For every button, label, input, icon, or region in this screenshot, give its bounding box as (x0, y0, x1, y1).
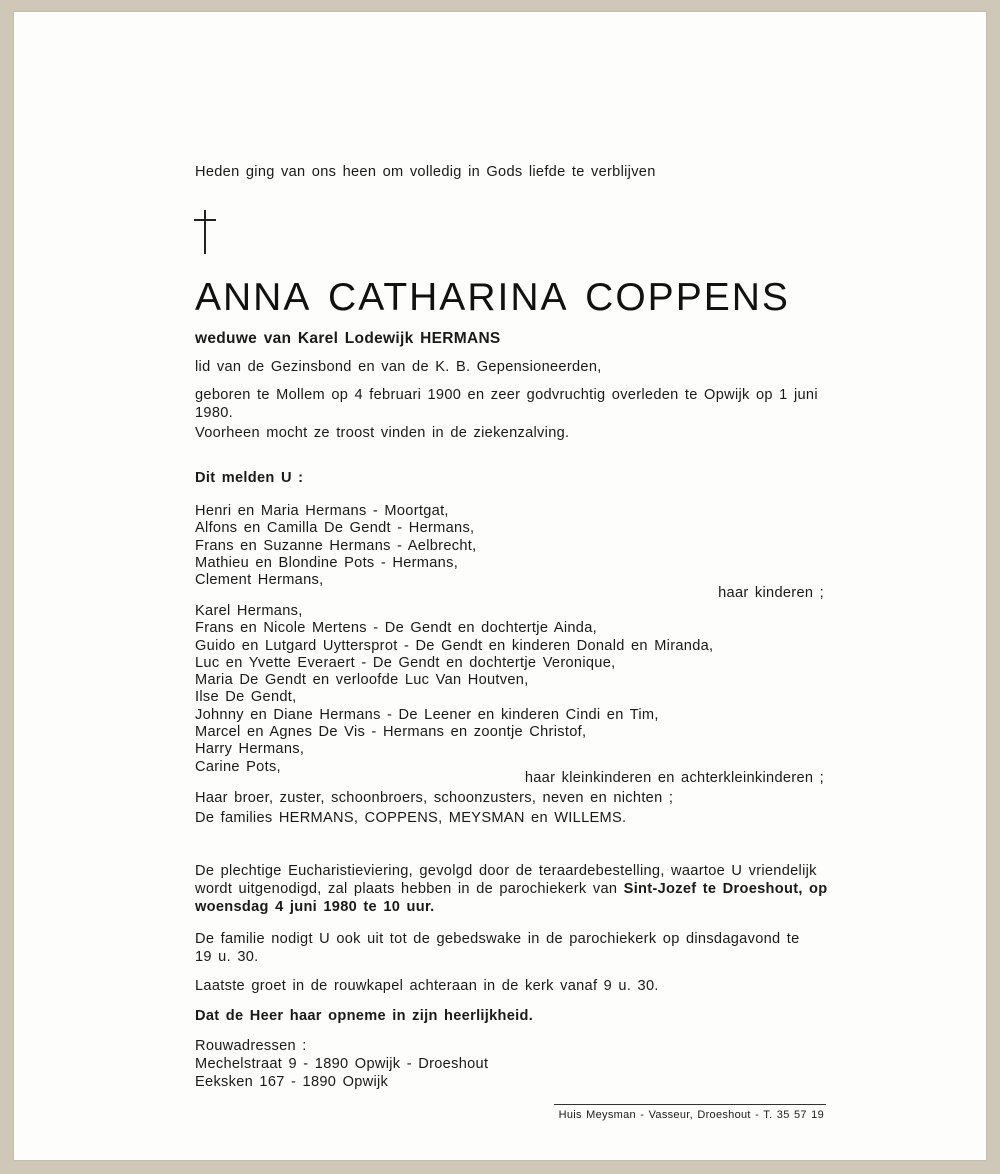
list-item: Karel Hermans, (195, 603, 303, 619)
final-prayer-text: Dat de Heer haar opneme in zijn heerlijkheid. (195, 1008, 534, 1024)
printer-footer: Huis Meysman - Vasseur, Droeshout - T. 35 57 19 (558, 1109, 824, 1121)
siblings-text: Haar broer, zuster, schoonbroers, schoonzusters, neven en nichten ; (195, 790, 674, 806)
widow-of-text: weduwe van Karel Lodewijk HERMANS (195, 330, 501, 347)
list-item: Johnny en Diane Hermans - De Leener en kinderen Cindi en Tim, (195, 706, 659, 723)
children-list (195, 503, 477, 589)
sacrament-text: Voorheen mocht ze troost vinden in de ziekenzalving. (195, 425, 570, 441)
list-item: Maria De Gendt en verloofde Luc Van Houtven, (195, 672, 529, 689)
list-item: Mathieu en Blondine Pots - Hermans, (195, 554, 459, 571)
list-item: Henri en Maria Hermans - Moortgat, (195, 503, 449, 519)
list-item: Harry Hermans, (195, 741, 305, 758)
list-item: Alfons en Camilla De Gendt - Hermans, (195, 520, 475, 537)
membership-text: lid van de Gezinsbond en van de K. B. Gepensioneerden, (195, 359, 602, 375)
list-item: Frans en Nicole Mertens - De Gendt en dochtertje Ainda, (195, 620, 597, 637)
announced-by-heading: Dit melden U : (195, 470, 304, 486)
list-item: Frans en Suzanne Hermans - Aelbrecht, (195, 537, 477, 554)
list-item: Carine Pots, (195, 758, 281, 775)
cross-icon (194, 210, 216, 254)
list-item: Ilse De Gendt, (195, 689, 297, 706)
footer-divider (554, 1104, 826, 1105)
grandchildren-list (195, 603, 713, 776)
mass-line-2-text: wordt uitgenodigd, zal plaats hebben in de parochiekerk van (195, 881, 624, 897)
intro-text: Heden ging van ons heen om volledig in Gods liefde te verblijven (195, 164, 656, 180)
addresses-title: Rouwadressen : (195, 1038, 307, 1054)
list-item: Luc en Yvette Everaert - De Gendt en dochtertje Veronique, (195, 654, 616, 671)
address-line: Eeksken 167 - 1890 Opwijk (195, 1074, 389, 1090)
birth-death-line-1: geboren te Mollem op 4 februari 1900 en zeer godvruchtig overleden te Opwijk op 1 juni (195, 387, 818, 403)
list-item: Clement Hermans, (195, 572, 324, 589)
children-label: haar kinderen ; (718, 585, 824, 601)
mourning-card (14, 12, 986, 1160)
wake-line-2: 19 u. 30. (195, 949, 259, 965)
wake-paragraph (195, 930, 825, 966)
deceased-name: ANNA CATHARINA COPPENS (195, 276, 790, 319)
families-text: De families HERMANS, COPPENS, MEYSMAN en WILLEMS. (195, 810, 627, 826)
mass-line-1: De plechtige Eucharistieviering, gevolgd door de teraardebestelling, waartoe U vriendelijk (195, 863, 817, 879)
mass-location: Sint-Jozef te Droeshout, op (623, 881, 828, 897)
last-greeting-text: Laatste groet in de rouwkapel achteraan in de kerk vanaf 9 u. 30. (195, 978, 659, 994)
mass-line-2 (195, 880, 828, 898)
mass-paragraph (195, 862, 828, 916)
wake-line-1: De familie nodigt U ook uit tot de gebedswake in de parochiekerk op dinsdagavond te (195, 931, 800, 947)
grandchildren-label: haar kleinkinderen en achterkleinkinderen ; (524, 770, 824, 786)
address-line: Mechelstraat 9 - 1890 Opwijk - Droeshout (195, 1056, 489, 1072)
mass-date: woensdag 4 juni 1980 te 10 uur. (195, 899, 435, 915)
birth-death-line-2: 1980. (195, 405, 234, 421)
list-item: Marcel en Agnes De Vis - Hermans en zoontje Christof, (195, 724, 587, 741)
list-item: Guido en Lutgard Uyttersprot - De Gendt en kinderen Donald en Miranda, (195, 637, 714, 654)
